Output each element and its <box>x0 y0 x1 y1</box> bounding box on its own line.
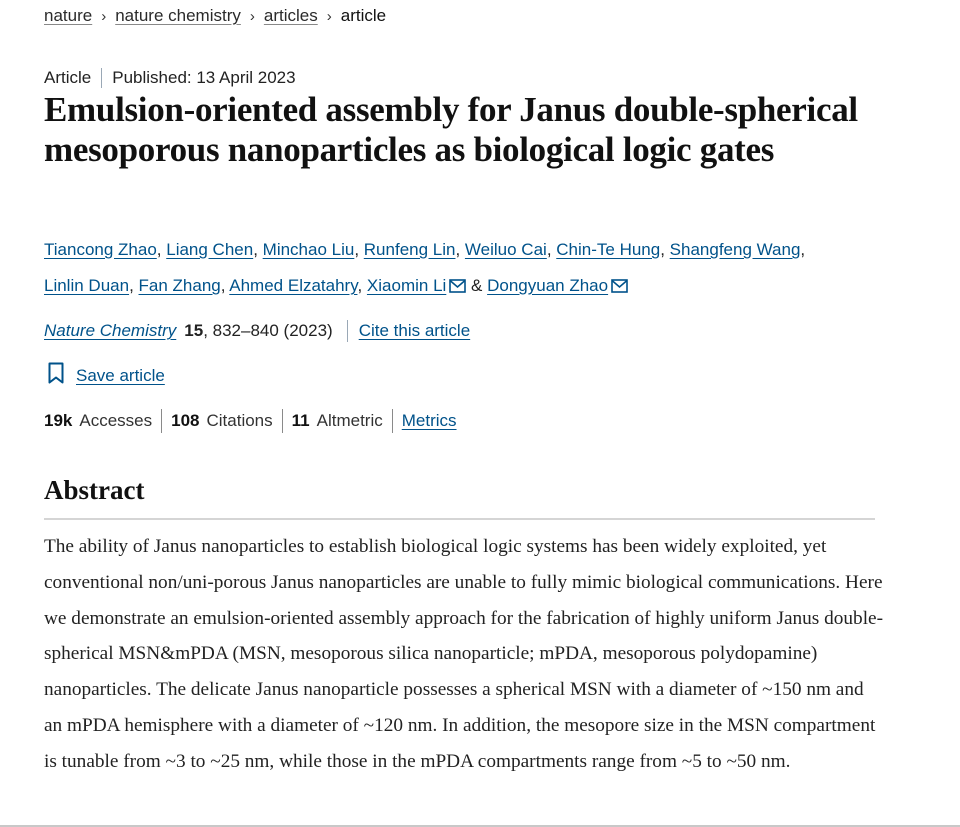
breadcrumb-articles[interactable]: articles <box>263 6 318 25</box>
author-link[interactable]: Minchao Liu <box>262 240 355 259</box>
abstract-text: The ability of Janus nanoparticles to establish biological logic systems has been widely exploited, yet conventional non/uni-porous Janus nanoparticles are unable to fully mimic biological communications. Here we demonstrate an emulsion-oriented assembly approach for the fabrication of highly uniform Janus double-spherical MSN&mPDA (MSN, mesoporous silica nanoparticle; mPDA, mesoporous polydopamine) nanoparticles. The delicate Janus nanoparticle possesses a spherical MSN with a diameter of ~150 nm and an mPDA hemisphere with a diameter of ~120 nm. In addition, the mesopore size in the MSN compartment is tunable from ~3 to ~25 nm, while those in the mPDA compartments range from ~5 to ~50 nm. <box>44 536 884 772</box>
authors-ampersand: & <box>471 276 483 295</box>
abstract-heading: Abstract <box>44 475 145 505</box>
author-link[interactable]: Xiaomin Li <box>366 276 447 295</box>
breadcrumb-nature-chemistry[interactable]: nature chemistry <box>115 6 241 25</box>
divider <box>101 68 102 88</box>
divider <box>347 320 348 342</box>
divider <box>282 409 283 433</box>
citations-label: Citations <box>206 411 273 430</box>
breadcrumb-nature[interactable]: nature <box>44 6 93 25</box>
accesses-count: 19k <box>44 411 73 430</box>
accesses-label: Accesses <box>79 411 153 430</box>
journal-citation <box>44 320 470 342</box>
author-link[interactable]: Weiluo Cai <box>464 240 547 259</box>
article-type: Article <box>44 68 92 87</box>
mail-icon[interactable] <box>611 270 628 306</box>
author-link[interactable]: Chin-Te Hung <box>556 240 661 259</box>
breadcrumb <box>44 6 386 26</box>
breadcrumb-current: article <box>340 6 387 25</box>
author-link[interactable]: Linlin Duan <box>44 276 130 295</box>
divider <box>161 409 162 433</box>
chevron-right-icon: › <box>249 7 255 25</box>
author-link[interactable]: Fan Zhang <box>138 276 221 295</box>
bookmark-icon[interactable] <box>48 362 64 389</box>
altmetric-label: Altmetric <box>316 411 383 430</box>
author-link[interactable]: Runfeng Lin <box>363 240 456 259</box>
author-link[interactable]: Liang Chen <box>166 240 254 259</box>
author-link[interactable]: Dongyuan Zhao <box>487 276 609 295</box>
published-date: Published: 13 April 2023 <box>112 68 296 87</box>
citations-count: 108 <box>171 411 200 430</box>
journal-name-link[interactable]: Nature Chemistry <box>44 321 177 340</box>
cite-article-link[interactable]: Cite this article <box>358 321 471 340</box>
chevron-right-icon: › <box>101 7 107 25</box>
article-meta <box>44 68 296 88</box>
journal-pages-year: , 832–840 (2023) <box>203 321 333 340</box>
mail-icon[interactable] <box>449 270 466 306</box>
altmetric-score: 11 <box>291 411 310 430</box>
abstract-divider <box>44 518 875 520</box>
save-article-button[interactable] <box>44 362 165 389</box>
article-metrics <box>44 409 457 433</box>
author-link[interactable]: Tiancong Zhao <box>44 240 157 259</box>
save-article-label[interactable]: Save article <box>76 365 165 385</box>
divider <box>392 409 393 433</box>
page-title: Emulsion-oriented assembly for Janus double-spherical mesoporous nanoparticles as biological logic gates <box>44 90 858 169</box>
chevron-right-icon: › <box>326 7 332 25</box>
metrics-link[interactable]: Metrics <box>401 411 457 430</box>
author-link[interactable]: Ahmed Elzatahry <box>229 276 358 295</box>
journal-volume: 15 <box>184 321 204 340</box>
author-list: Tiancong Zhao, Liang Chen, Minchao Liu, Runfeng Lin, Weiluo Cai, Chin-Te Hung, Shangfeng Wang, Linlin Duan, Fan Zhang, Ahmed Elzatahry, Xiaomin Li & Dongyuan Zhao <box>44 232 884 306</box>
author-link[interactable]: Shangfeng Wang <box>669 240 801 259</box>
